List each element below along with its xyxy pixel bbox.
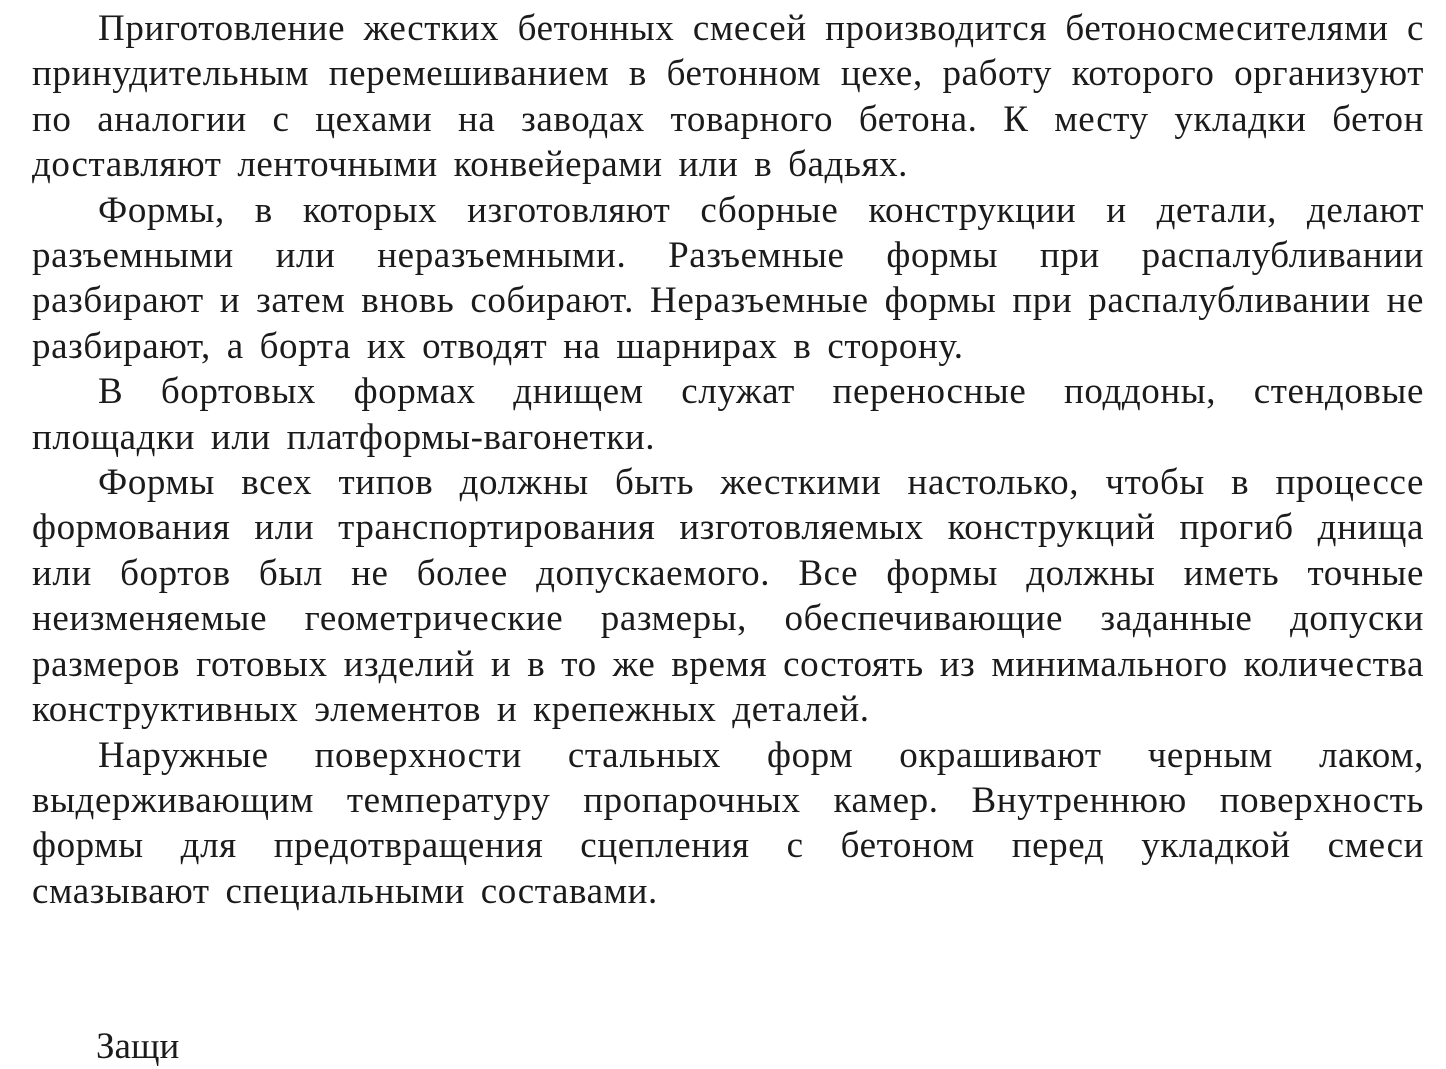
paragraph-board-forms: В бортовых формах днищем служат переносные поддоны, стендовые площадки или платформы-вагонетки. <box>32 371 1424 458</box>
document-page <box>32 6 1424 914</box>
paragraph-form-types: Формы, в которых изготовляют сборные конструкции и детали, делают разъемными или неразъемными. Разъемные формы при распалубливании разбирают и затем вновь собирают. Неразъемные формы при распалубливании не разбирают, а борта их отводят на шарнирах в сторону. <box>32 189 1424 367</box>
paragraph-form-coating: Наружные поверхности стальных форм окрашивают черным лаком, выдерживающим температуру пропарочных камер. Внутреннюю поверхность формы для предотвращения сцепления с бетоном перед укладкой смеси смазывают специальными составами. <box>32 734 1424 912</box>
cut-off-next-line: Защи <box>96 1026 180 1067</box>
paragraph-concrete-mixing: Приготовление жестких бетонных смесей производится бетоносмесителями с принудительным перемешиванием в бетонном цехе, работу которого организуют по аналогии с цехами на заводах товарного бетона. К месту укладки бетон доставляют ленточными конвейерами или в бадьях. <box>32 8 1424 186</box>
paragraph-form-rigidity: Формы всех типов должны быть жесткими настолько, чтобы в процессе формования или транспортирования изготовляемых конструкций прогиб днища или бортов был не более допускаемого. Все формы должны иметь точные неизменяемые геометрические размеры, обеспечивающие заданные допуски размеров готовых изделий и в то же время состоять из минимального количества конструктивных элементов и крепежных деталей. <box>32 462 1424 731</box>
